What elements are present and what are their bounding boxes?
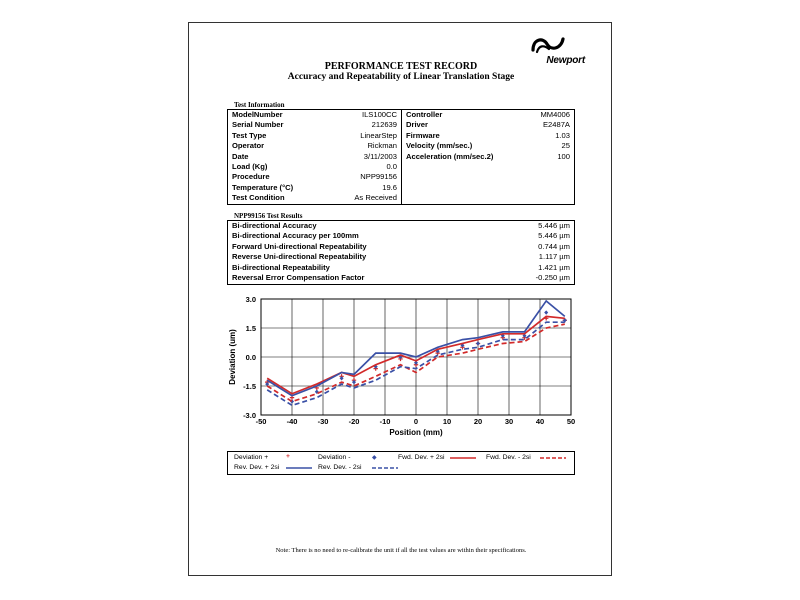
y-tick-label: -1.5 [243,382,256,391]
info-label: Velocity (mm/sec.) [406,141,473,151]
result-label: Reverse Uni-directional Repeatability [232,252,367,262]
info-label: Load (Kg) [232,161,268,171]
info-value: ILS100CC [361,110,397,119]
test-info-left-column [228,110,402,204]
info-label: Driver [406,120,428,130]
brand-name: Newport [546,55,585,66]
legend-dashed-blue-line [372,466,398,470]
legend-label: Deviation - [318,454,351,461]
legend-label: Fwd. Dev. - 2si [486,454,531,461]
result-row [228,273,574,283]
deviation-chart [225,291,579,439]
info-value: 25 [561,141,570,151]
result-value: 1.117 µm [538,252,570,262]
info-label: Serial Number [232,120,284,130]
y-axis-label: Deviation (um) [228,329,237,385]
info-label: ModelNumber [232,110,283,119]
result-row [228,242,574,252]
info-value: 3/11/2003 [363,151,397,161]
y-tick-label: -3.0 [243,411,256,420]
info-label: Temperature (°C) [232,182,294,192]
results-heading: NPP99156 Test Results [234,212,303,220]
info-value: MM4006 [540,110,570,119]
info-value: 19.6 [382,182,397,192]
info-row [228,110,401,120]
info-row [228,172,401,182]
info-row [402,120,574,130]
result-row [228,263,574,273]
x-tick-label: 30 [504,417,514,426]
info-label: Controller [406,110,443,119]
info-value: NPP99156 [360,172,397,182]
legend-label: Fwd. Dev. + 2si [398,454,445,461]
info-row [228,120,401,130]
result-value: -0.250 µm [535,272,570,282]
info-row [402,110,574,120]
info-row [402,131,574,141]
result-row [228,231,574,241]
legend-label: Rev. Dev. + 2si [234,464,280,471]
y-tick-label: 1.5 [245,324,256,333]
info-label: Acceleration (mm/sec.2) [406,151,494,161]
y-tick-label: 3.0 [245,295,256,304]
test-info-table [227,109,575,205]
result-label: Reversal Error Compensation Factor [232,272,365,282]
y-tick-label: 0.0 [245,353,256,362]
test-info-heading: Test Information [234,101,285,109]
result-value: 1.421 µm [538,262,570,272]
info-row [228,131,401,141]
result-label: Bi-directional Accuracy [232,221,317,230]
info-value: 1.03 [555,130,570,140]
result-value: 0.744 µm [538,241,570,251]
newport-logo-icon [529,33,569,55]
info-value: 212639 [371,120,397,130]
page-subtitle: Accuracy and Repeatability of Linear Translation Stage [287,72,515,82]
info-row [228,152,401,162]
x-tick-label: -30 [317,417,329,426]
x-tick-label: 40 [535,417,545,426]
results-table [227,220,575,285]
legend-diamond-marker: ◆ [372,455,377,461]
result-label: Bi-directional Accuracy per 100mm [232,231,359,241]
info-label: Procedure [232,172,270,182]
test-record-sheet [188,22,612,576]
result-value: 5.446 µm [538,231,570,241]
footnote: Note: There is no need to re-calibrate the unit if all the test values are within their specifications. [275,547,527,554]
legend-label: Deviation + [234,454,269,461]
info-value: E2487A [542,120,570,130]
info-value: 100 [557,151,570,161]
legend-dashed-red-line [540,456,566,460]
x-tick-label: -40 [286,417,298,426]
info-label: Test Condition [232,193,285,203]
page-title: PERFORMANCE TEST RECORD [324,61,478,72]
info-row [228,162,401,172]
info-value: LinearStep [360,130,397,140]
info-row [402,141,574,151]
result-label: Bi-directional Repeatability [232,262,330,272]
legend-plus-marker: + [286,453,290,460]
info-label: Test Type [232,130,267,140]
result-row [228,252,574,262]
info-row [228,141,401,151]
x-axis-label: Position (mm) [389,428,443,437]
legend-solid-blue-line [286,466,312,470]
info-value: 0.0 [386,161,397,171]
info-label: Date [232,151,249,161]
legend-label: Rev. Dev. - 2si [318,464,362,471]
chart-legend [227,451,575,475]
x-tick-label: 20 [473,417,483,426]
x-tick-label: 50 [566,417,576,426]
legend-solid-red-line [450,456,476,460]
info-value: As Received [354,193,397,203]
info-label: Firmware [406,130,440,140]
x-tick-label: -50 [255,417,267,426]
info-label: Operator [232,141,265,151]
deviation-chart-svg [225,291,579,439]
info-row [402,152,574,162]
info-row [228,183,401,193]
result-row [228,221,574,231]
test-info-right-column [402,110,574,204]
x-tick-label: 10 [442,417,452,426]
result-label: Forward Uni-directional Repeatability [232,241,367,251]
result-value: 5.446 µm [538,221,570,230]
info-value: Rickman [367,141,397,151]
x-tick-label: -20 [348,417,360,426]
x-tick-label: -10 [379,417,391,426]
x-tick-label: 0 [413,417,419,426]
info-row [228,193,401,203]
